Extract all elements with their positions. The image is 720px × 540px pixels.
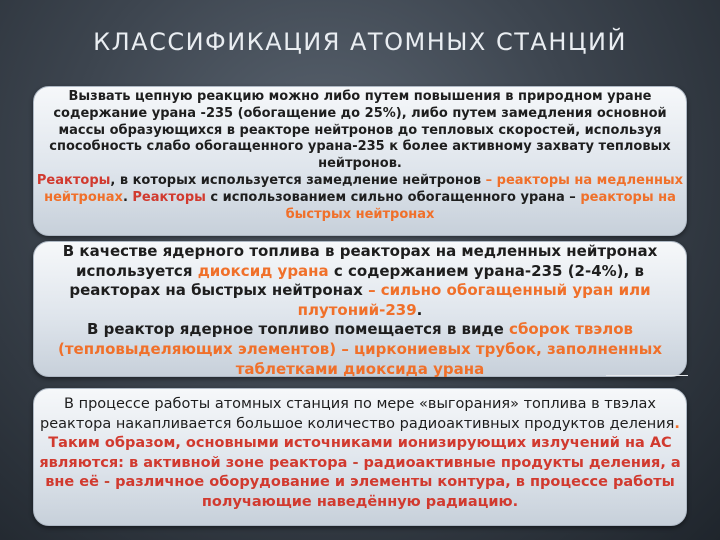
text-block-reactor-types — [33, 86, 687, 236]
radiation-paragraph — [34, 395, 686, 513]
chain-reaction-paragraph — [34, 89, 686, 223]
fuel-assembly-term: сборок твэлов (тепловыделяющих элементов) – циркониевых трубок, заполненных таблетками диоксида урана — [58, 320, 662, 378]
chain-reaction-text: Вызвать цепную реакцию можно либо путем повышения в природном уране содержание урана -235 (обогащение до 25%), либо путем замедления основной массы образующихся в реакторе нейтронов до тепловых скоростей, используя способность слабо обогащенного урана-235 к более активному захвату тепловых нейтронов. — [49, 89, 671, 172]
reactors-term-2: Реакторы — [132, 189, 206, 205]
dash-1: - — [347, 454, 364, 471]
fuel-assembly-intro-text: В реактор ядерное топливо помещается в виде — [86, 320, 510, 339]
reactors-term: Реакторы — [36, 172, 111, 188]
text-block-radiation-sources — [33, 388, 687, 526]
fuel-end-text: . — [416, 300, 423, 319]
fuel-intro-text: В качестве ядерного топлива в реакторах на медленных нейтронах используется — [62, 242, 658, 280]
text-block-fuel — [33, 241, 687, 377]
fission-products-text: радиоактивные продукты деления, а вне её — [45, 454, 681, 491]
enriched-uranium-term: – сильно обогащенный уран или плутоний-239 — [297, 281, 651, 319]
underline-decoration — [606, 375, 688, 376]
fuel-paragraph — [34, 242, 686, 379]
uranium-dioxide-term: диоксид урана — [197, 261, 329, 280]
equipment-text: различное оборудование и элементы контура, в процессе работы получающие наведённую радиацию. — [115, 474, 675, 510]
separator-text: . — [122, 189, 133, 205]
slow-intro-text: , в которых используется замедление нейтронов — [110, 172, 486, 188]
burnup-text: В процессе работы атомных станция по мере «выгорания» топлива в твэлах реактора накапливается большое количество радиоактивных продуктов деления — [40, 396, 675, 432]
fuel-mid-text: с содержанием урана-235 (2-4%), в реакторах на быстрых нейтронах — [69, 261, 644, 300]
fast-neutron-reactors-term: реакторы на быстрых нейтронах — [285, 189, 676, 222]
burnup-dot: . — [674, 415, 680, 432]
sources-text: Таким образом, основными источниками ионизирующих излучений на АС являются: в активной зоне реактора — [39, 435, 672, 471]
slide-title: КЛАССИФИКАЦИЯ АТОМНЫХ СТАНЦИЙ — [93, 28, 627, 56]
fast-intro-text: с использованием сильно обогащенного урана – — [205, 189, 581, 205]
dash-2: - — [98, 474, 116, 491]
slow-neutron-reactors-term: – реакторы на медленных нейтронах — [44, 172, 684, 205]
